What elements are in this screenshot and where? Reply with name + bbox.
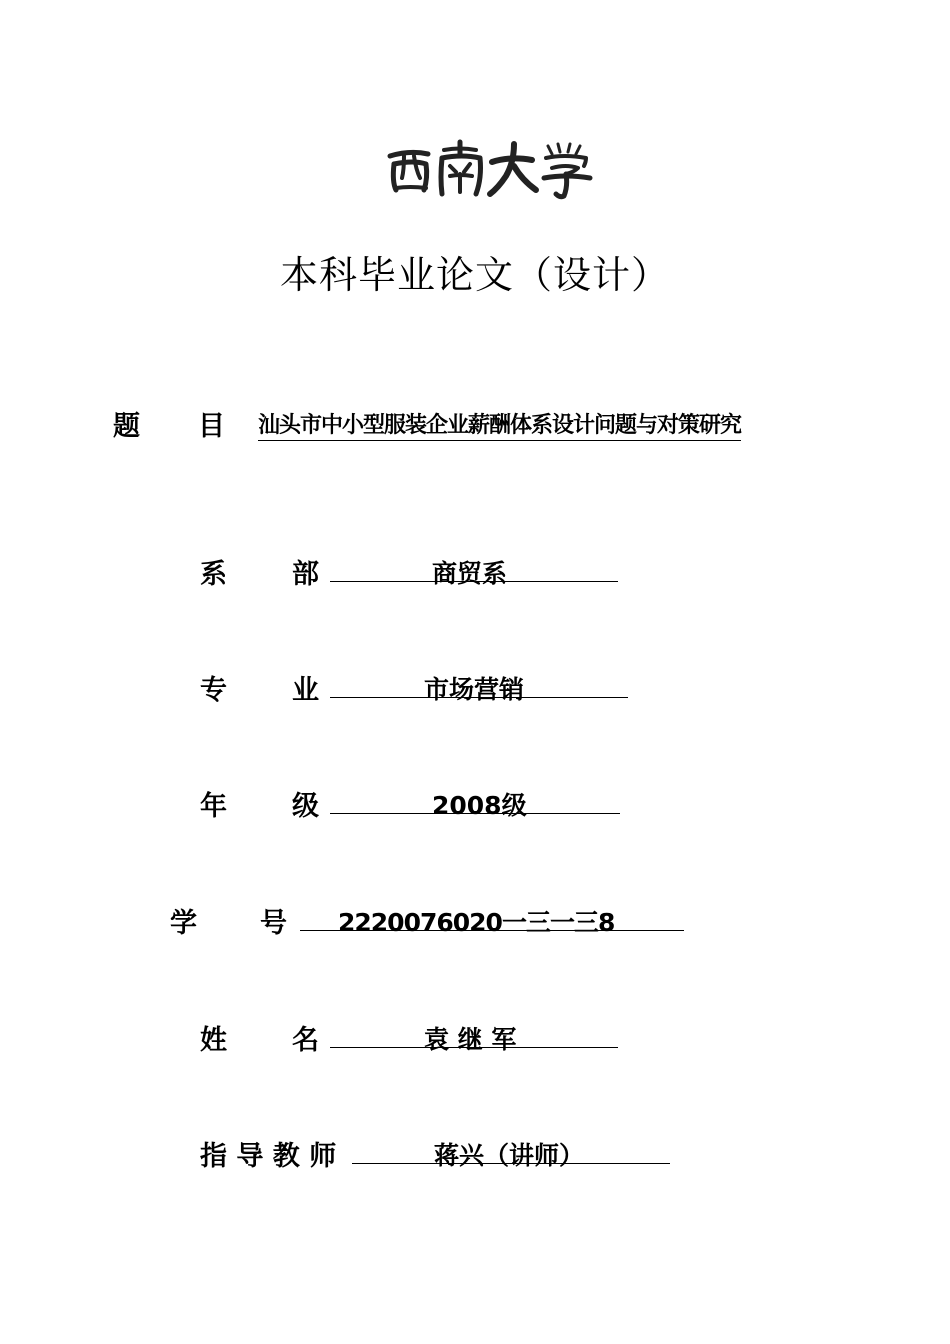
university-logo [380,138,600,200]
student-id-label-b: 号 [260,908,287,939]
grade-label-a: 年 [200,791,227,822]
major-label-a: 专 [200,675,227,706]
topic-value: 汕头市中小型服装企业薪酬体系设计问题与对策研究 [258,408,741,441]
major-value: 市场营销 [424,675,525,704]
name-label-a: 姓 [200,1025,227,1056]
student-id-label-a: 学 [170,908,197,939]
topic-label-a: 题 [113,411,140,442]
advisor-value: 蒋兴（讲师） [434,1141,585,1170]
department-value: 商贸系 [432,559,508,588]
grade-value: 2008级 [432,791,527,820]
department-label-b: 部 [292,559,319,590]
major-label-b: 业 [292,675,319,706]
department-label-a: 系 [200,559,227,590]
grade-label-b: 级 [292,791,319,822]
name-value: 袁 继 军 [424,1025,517,1054]
document-title: 本科毕业论文（设计） [279,253,670,297]
topic-label-b: 目 [198,411,225,442]
name-label-b: 名 [292,1025,319,1056]
student-id-value: 2220076020一三一三8 [338,908,615,937]
advisor-label: 指 导 教 师 [200,1141,337,1172]
xinan-university-calligraphy-logo-icon [380,138,600,200]
